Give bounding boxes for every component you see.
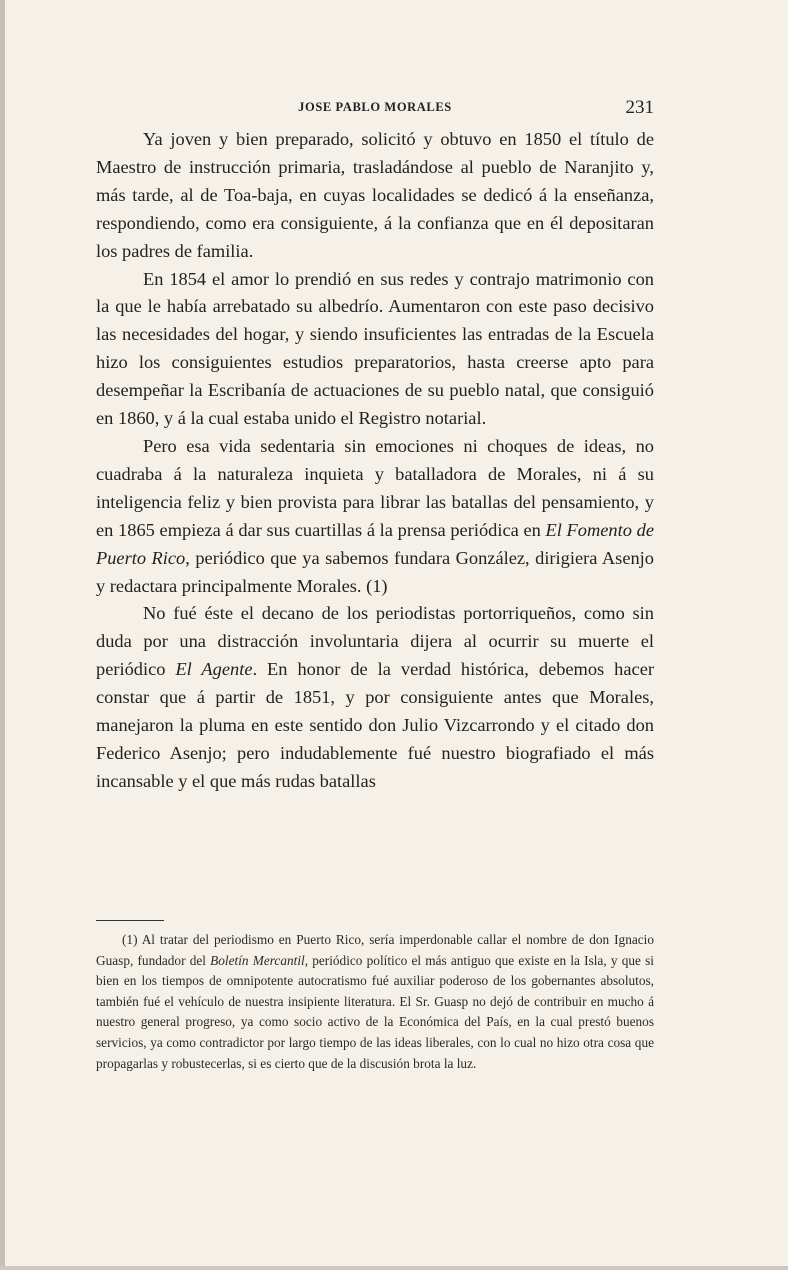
paragraph-4-text-a: No fué éste el decano de los periodistas portorriqueños, como sin duda por una distracción involuntaria dijera al ocurrir su muerte el periódico xyxy=(96,603,654,680)
paragraph-3-text-b: , periódico que ya sabemos fundara González, dirigiera Asenjo y redactara principalmente Morales. (1) xyxy=(96,547,654,596)
newspaper-title-boletin: Boletín Mercantil xyxy=(210,952,305,968)
footnote-text-a: (1) Al tratar del periodismo en Puerto Rico, sería imperdonable callar el nombre de don Ignacio Guasp, fundador del xyxy=(96,932,654,968)
paragraph-4 xyxy=(96,600,654,795)
page-bottom-edge xyxy=(0,1266,788,1270)
newspaper-title-fomento: El Fomento de Puerto Rico xyxy=(96,519,654,568)
body-text xyxy=(96,126,654,796)
footnote-text-b: , periódico político el más antiguo que existe en la Isla, y que si bien en los tiempos de omnipotente autocratismo fué auxiliar poderoso de los gobernantes absolutos, también fué el vehículo de nuestra insipiente literatura. El Sr. Guasp no dejó de contribuir en mucho á nuestro general progreso, ya como socio activo de la Económica del País, en la cual prestó buenos servicios, ya como contradictor por largo tiempo de las ideas liberales, con lo cual no hizo otra cosa que propagarlas y robustecerlas, si es cierto que de la discusión brota la luz. xyxy=(96,952,654,1071)
paragraph-3 xyxy=(96,433,654,600)
paragraph-1-text: Ya joven y bien preparado, solicitó y obtuvo en 1850 el título de Maestro de instrucción primaria, trasladándose al pueblo de Naranjito y, más tarde, al de Toa-baja, en cuyas localidades se dedicó á la enseñanza, respondiendo, como era consiguiente, á la confianza que en él depositaran los padres de familia. xyxy=(96,129,654,261)
paragraph-3-text-a: Pero esa vida sedentaria sin emociones ni choques de ideas, no cuadraba á la naturaleza inquieta y batalladora de Morales, ni á su inteligencia feliz y bien provista para librar las batallas del pensamiento, y en 1865 empieza á dar sus cuartillas á la prensa periódica en xyxy=(96,435,654,540)
page-number: 231 xyxy=(625,97,654,118)
newspaper-title-agente: El Agente xyxy=(175,659,253,680)
page-left-edge xyxy=(0,0,5,1270)
page-header xyxy=(96,97,654,121)
footnote-rule xyxy=(96,920,164,921)
paragraph-2 xyxy=(96,266,654,433)
paragraph-1 xyxy=(96,126,654,266)
running-head: JOSE PABLO MORALES xyxy=(298,100,452,114)
footnote xyxy=(96,930,654,1074)
paragraph-4-text-b: . En honor de la verdad histórica, debemos hacer constar que á partir de 1851, y por consiguiente antes que Morales, manejaron la pluma en este sentido don Julio Vizcarrondo y el citado don Federico Asenjo; pero indudablemente fué nuestro biografiado el más incansable y el que más rudas batallas xyxy=(96,659,654,791)
paragraph-2-text: En 1854 el amor lo prendió en sus redes y contrajo matrimonio con la que le había arrebatado su albedrío. Aumentaron con este paso decisivo las necesidades del hogar, y siendo insuficientes las entradas de la Escuela hizo los consiguientes estudios preparatorios, hasta creerse apto para desempeñar la Escribanía de actuaciones de su pueblo natal, que consiguió en 1860, y á la cual estaba unido el Registro notarial. xyxy=(96,268,654,429)
